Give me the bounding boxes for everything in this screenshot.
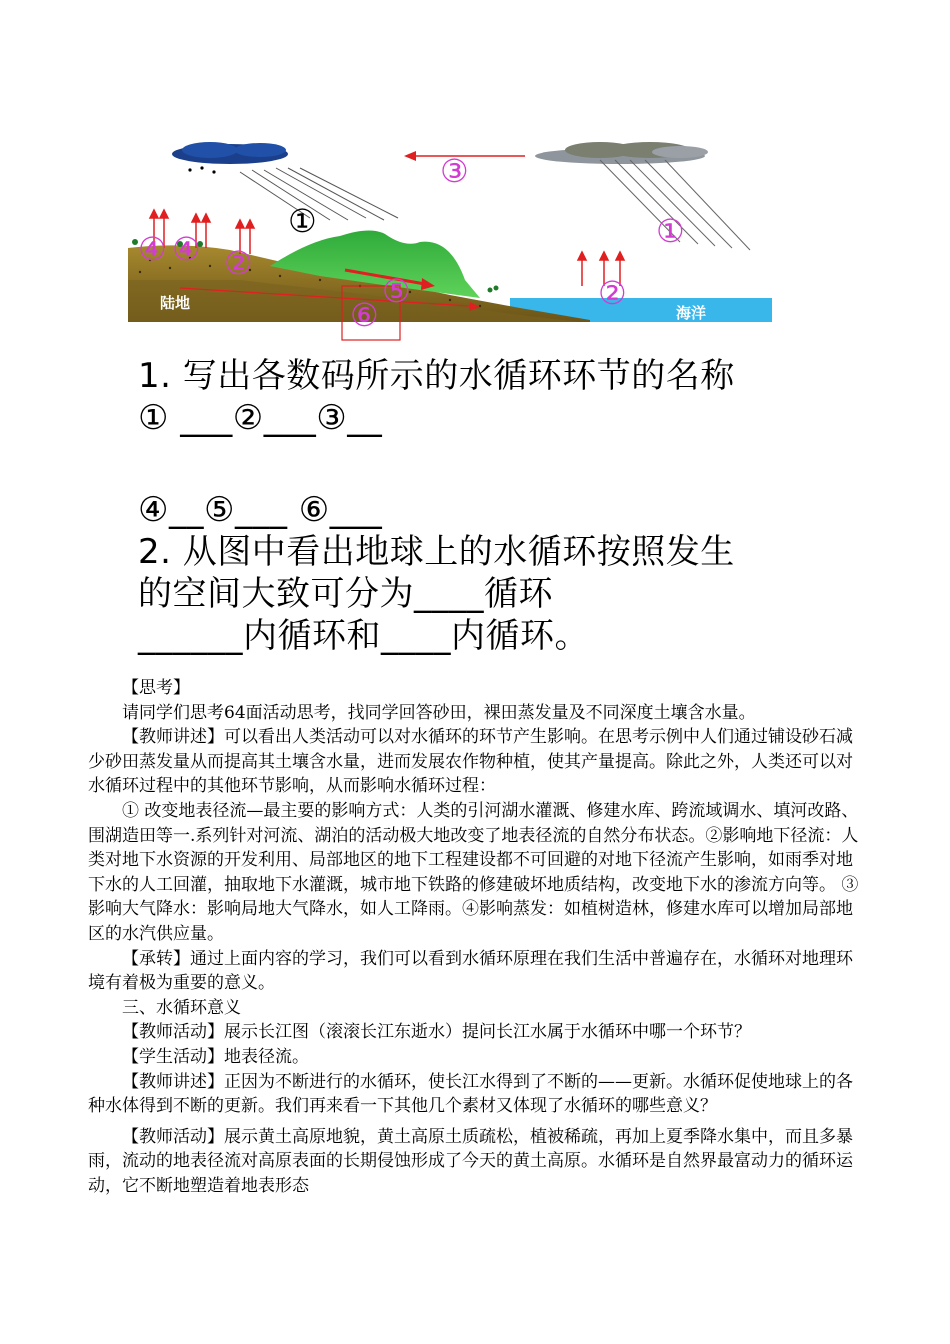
marker-4a: ④	[138, 230, 167, 268]
question-2-line-2: 的空间大致可分为____循环	[138, 574, 553, 614]
paragraph-teacher-narration-1: 【教师讲述】可以看出人类活动可以对水循环的环节产生影响。在思考示例中人们通过铺设砂石减少砂田蒸发量从而提高其土壤含水量，进而发展农作物种植，使其产量提高。除此之外，人类还可以对水循环过程中的其他环节影响，从而影响水循环过程：	[88, 727, 853, 797]
question-1-blanks-1: ① ___②___③__	[138, 398, 383, 438]
section-heading-significance: 三、水循环意义	[122, 997, 241, 1018]
marker-4b: ④	[172, 230, 201, 268]
question-2-line-3: ______内循环和____内循环。	[138, 616, 589, 656]
paragraph-teacher-activity-2: 【教师活动】展示黄土高原地貌，黄土高原土质疏松，植被稀疏，再加上夏季降水集中，而且多暴雨，流动的地表径流对高原表面的长期侵蚀形成了今天的黄土高原。水循环是自然界最富动力的循环运动，它不断地塑造着地表形态	[88, 1126, 853, 1196]
question-1-blanks-2: ④__⑤___ ⑥___	[138, 490, 383, 530]
think-heading: 【思考】	[122, 678, 190, 698]
paragraph-teacher-narration-2: 【教师讲述】正因为不断进行的水循环，使长江水得到了不断的——更新。水循环促使地球上的各种水体得到不断的更新。我们再来看一下其他几个素材又体现了水循环的哪些意义？	[88, 1071, 853, 1117]
marker-3: ③	[440, 152, 469, 190]
question-2-line-1: 2. 从图中看出地球上的水循环按照发生	[138, 532, 735, 572]
paragraph-teacher-activity-1: 【教师活动】展示长江图（滚滚长江东逝水）提问长江水属于水循环中哪一个环节？	[122, 1022, 751, 1043]
water-cycle-diagram	[120, 130, 780, 345]
marker-2-sea: ②	[598, 274, 627, 312]
marker-1-sea: ①	[656, 212, 685, 250]
question-1-title: 1. 写出各数码所示的水循环环节的名称	[138, 356, 735, 396]
paragraph-student-activity: 【学生活动】地表径流。	[122, 1046, 309, 1067]
land-label: 陆地	[160, 294, 191, 312]
marker-6: ⑥	[350, 296, 379, 334]
paragraph-human-impacts: ① 改变地表径流—最主要的影响方式：人类的引河湖水灌溉、修建水库、跨流域调水、填河改路、围湖造田等一.系列针对河流、湖泊的活动极大地改变了地表径流的自然分布状态。②影响地下径流：人类对地下水资源的开发利用、局部地区的地下工程建设都不可回避的对地下径流产生影响，如雨季对地下水的人工回灌，抽取地下水灌溉，城市地下铁路的修建破坏地质结构，改变地下水的渗流方向等。 ③影响大气降水：影响局地大气降水，如人工降雨。④影响蒸发：如植树造林，修建水库可以增加局部地区的水汽供应量。	[88, 800, 859, 944]
lesson-body	[88, 676, 868, 1198]
marker-5: ⑤	[382, 272, 411, 310]
paragraph-transition: 【承转】通过上面内容的学习，我们可以看到水循环原理在我们生活中普遍存在，水循环对地理环境有着极为重要的意义。	[88, 948, 853, 994]
paragraph-think: 请同学们思考64面活动思考，找同学回答砂田，裸田蒸发量及不同深度土壤含水量。	[122, 702, 756, 723]
sea-label: 海洋	[676, 304, 707, 322]
sea-cloud	[535, 142, 708, 164]
marker-2-land: ②	[224, 244, 253, 282]
land-cloud	[172, 142, 288, 174]
marker-1-land: ①	[288, 202, 317, 240]
land-precipitation-lines	[240, 168, 398, 220]
